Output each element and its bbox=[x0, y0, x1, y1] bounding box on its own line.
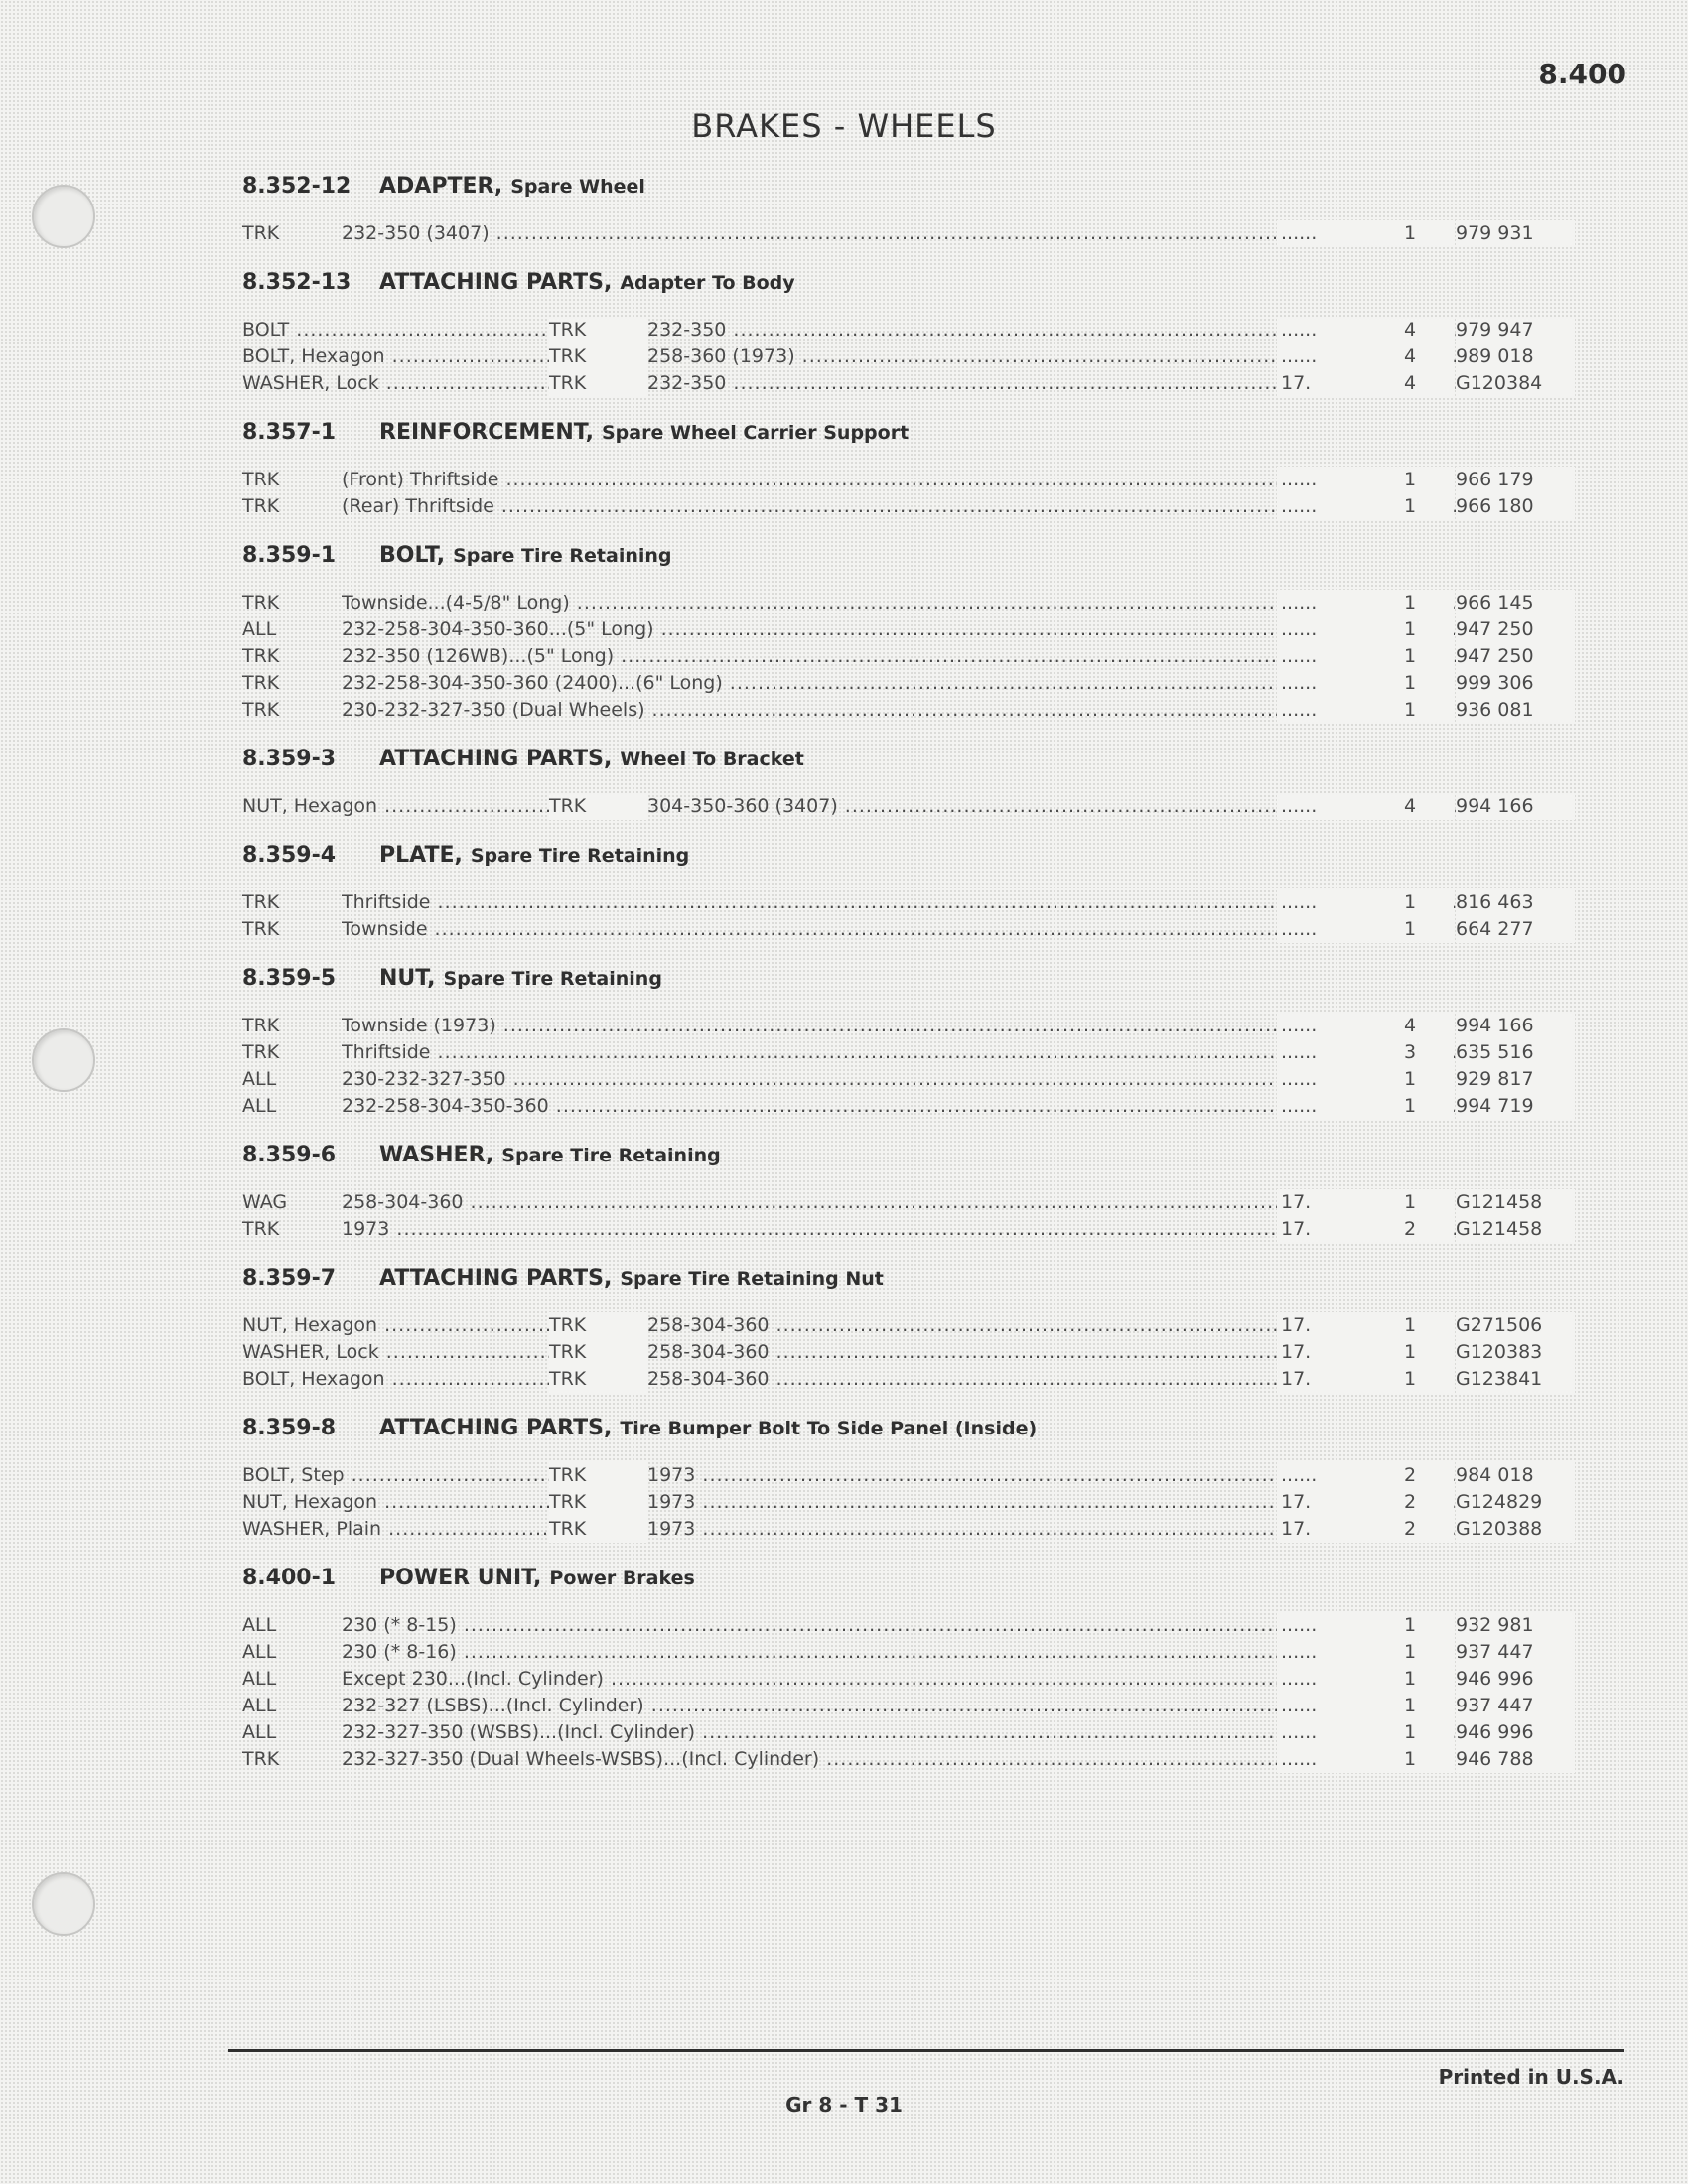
application: Except 230...(Incl. Cylinder) ..... bbox=[342, 1666, 1483, 1693]
section-part-name: ATTACHING PARTS, bbox=[379, 1416, 613, 1440]
section-part-name: REINFORCEMENT, bbox=[379, 420, 594, 445]
section-part-name: BOLT, bbox=[379, 543, 446, 568]
reference-column: ...... bbox=[1277, 1693, 1380, 1719]
vehicle-type: ALL bbox=[242, 1095, 277, 1117]
section-number: 8.359-3 bbox=[242, 747, 337, 771]
quantity: 1 bbox=[1364, 1312, 1454, 1339]
quantity: 4 bbox=[1364, 317, 1454, 343]
part-row bbox=[242, 1489, 1553, 1516]
section-number: 8.352-13 bbox=[242, 270, 352, 295]
vehicle-type: WAG bbox=[242, 1191, 288, 1213]
part-name: BOLT, Hexagon ..... bbox=[242, 343, 549, 370]
section-number: 8.359-7 bbox=[242, 1266, 337, 1291]
vehicle-type: ALL bbox=[242, 1721, 277, 1743]
section-part-name: NUT, bbox=[379, 966, 436, 991]
reference-column: ...... bbox=[1277, 1746, 1380, 1773]
part-row bbox=[242, 1216, 1553, 1243]
quantity: 2 bbox=[1364, 1489, 1454, 1516]
vehicle-type: TRK bbox=[242, 592, 280, 614]
part-row bbox=[242, 1066, 1553, 1093]
quantity: 1 bbox=[1364, 1719, 1454, 1746]
section-heading bbox=[242, 536, 1553, 576]
reference-column: ...... bbox=[1277, 493, 1380, 520]
part-row bbox=[242, 370, 1553, 397]
quantity: 1 bbox=[1364, 493, 1454, 520]
part-name: BOLT, Hexagon ..... bbox=[242, 1366, 549, 1393]
quantity: 1 bbox=[1364, 1693, 1454, 1719]
part-number: 946 788 bbox=[1456, 1746, 1575, 1773]
quantity: 2 bbox=[1364, 1216, 1454, 1243]
application: 232-350 (126WB)...(5" Long) ..... bbox=[342, 643, 1483, 670]
part-number: G121458 bbox=[1456, 1216, 1575, 1243]
quantity: 1 bbox=[1364, 1746, 1454, 1773]
section-heading bbox=[242, 167, 1553, 206]
part-name: NUT, Hexagon ..... bbox=[242, 1489, 549, 1516]
part-row bbox=[242, 1516, 1553, 1543]
quantity: 4 bbox=[1364, 1013, 1454, 1039]
reference-column: ...... bbox=[1277, 317, 1380, 343]
part-row bbox=[242, 1339, 1553, 1366]
application: 232-350 ..... bbox=[647, 370, 1483, 397]
part-number: 994 166 bbox=[1456, 1013, 1575, 1039]
reference-column: 17. bbox=[1277, 370, 1380, 397]
parts-section bbox=[242, 959, 1553, 1120]
part-row bbox=[242, 1312, 1553, 1339]
parts-section bbox=[242, 740, 1553, 820]
part-number: 989 018 bbox=[1456, 343, 1575, 370]
reference-column: 17. bbox=[1277, 1516, 1380, 1543]
quantity: 1 bbox=[1364, 467, 1454, 493]
application: 232-327-350 (Dual Wheels-WSBS)...(Incl. Cylinder) ..... bbox=[342, 1746, 1483, 1773]
application: 304-350-360 (3407) ..... bbox=[647, 793, 1483, 820]
vehicle-type: ALL bbox=[242, 1614, 277, 1636]
section-number: 8.359-6 bbox=[242, 1143, 337, 1167]
part-number: 664 277 bbox=[1456, 916, 1575, 943]
quantity: 2 bbox=[1364, 1516, 1454, 1543]
section-heading bbox=[242, 1559, 1553, 1598]
vehicle-type: TRK bbox=[549, 793, 648, 820]
part-number: 947 250 bbox=[1456, 616, 1575, 643]
vehicle-type: TRK bbox=[242, 469, 280, 490]
application: 230 (* 8-16) ..... bbox=[342, 1639, 1483, 1666]
reference-column: ...... bbox=[1277, 670, 1380, 697]
vehicle-type: TRK bbox=[242, 1015, 280, 1036]
part-number: 816 463 bbox=[1456, 889, 1575, 916]
quantity: 2 bbox=[1364, 1462, 1454, 1489]
part-row bbox=[242, 916, 1553, 943]
binder-hole-middle bbox=[32, 1028, 95, 1092]
vehicle-type: TRK bbox=[549, 1366, 648, 1393]
vehicle-type: ALL bbox=[242, 1668, 277, 1690]
quantity: 3 bbox=[1364, 1039, 1454, 1066]
reference-column: ...... bbox=[1277, 1612, 1380, 1639]
application: 1973 ..... bbox=[647, 1462, 1483, 1489]
vehicle-type: ALL bbox=[242, 618, 277, 640]
part-row bbox=[242, 1666, 1553, 1693]
reference-column: ...... bbox=[1277, 1666, 1380, 1693]
parts-list bbox=[242, 167, 1553, 1789]
section-heading bbox=[242, 1409, 1553, 1448]
page-title: BRAKES - WHEELS bbox=[691, 107, 997, 145]
section-number: 8.359-5 bbox=[242, 966, 337, 991]
part-row bbox=[242, 467, 1553, 493]
part-number: 979 947 bbox=[1456, 317, 1575, 343]
quantity: 4 bbox=[1364, 343, 1454, 370]
part-row bbox=[242, 1189, 1553, 1216]
part-number: 932 981 bbox=[1456, 1612, 1575, 1639]
application: 232-350 (3407) ..... bbox=[342, 220, 1483, 247]
section-number: 8.357-1 bbox=[242, 420, 337, 445]
parts-section bbox=[242, 1559, 1553, 1773]
section-number: 8.352-12 bbox=[242, 174, 352, 199]
reference-column: ...... bbox=[1277, 1462, 1380, 1489]
page-number: 8.400 bbox=[1538, 58, 1626, 90]
binder-hole-top bbox=[32, 185, 95, 248]
vehicle-type: TRK bbox=[242, 1041, 280, 1063]
section-number: 8.359-1 bbox=[242, 543, 337, 568]
reference-column: 17. bbox=[1277, 1489, 1380, 1516]
section-description: Spare Tire Retaining bbox=[501, 1145, 721, 1166]
section-number: 8.400-1 bbox=[242, 1566, 337, 1590]
part-number: G121458 bbox=[1456, 1189, 1575, 1216]
part-number: 994 166 bbox=[1456, 793, 1575, 820]
part-number: 979 931 bbox=[1456, 220, 1575, 247]
application: 230-232-327-350 ..... bbox=[342, 1066, 1483, 1093]
vehicle-type: TRK bbox=[549, 1339, 648, 1366]
quantity: 1 bbox=[1364, 220, 1454, 247]
application: 1973 ..... bbox=[647, 1489, 1483, 1516]
section-heading bbox=[242, 413, 1553, 453]
part-name: NUT, Hexagon ..... bbox=[242, 793, 549, 820]
application: 232-327 (LSBS)...(Incl. Cylinder) ..... bbox=[342, 1693, 1483, 1719]
reference-column: 17. bbox=[1277, 1339, 1380, 1366]
quantity: 1 bbox=[1364, 1612, 1454, 1639]
parts-section bbox=[242, 1409, 1553, 1543]
quantity: 1 bbox=[1364, 1066, 1454, 1093]
section-part-name: POWER UNIT, bbox=[379, 1566, 542, 1590]
application: 258-360 (1973) ..... bbox=[647, 343, 1483, 370]
part-number: 937 447 bbox=[1456, 1693, 1575, 1719]
vehicle-type: TRK bbox=[549, 1462, 648, 1489]
section-part-name: PLATE, bbox=[379, 843, 463, 868]
reference-column: ...... bbox=[1277, 616, 1380, 643]
application: Thriftside ..... bbox=[342, 889, 1483, 916]
quantity: 1 bbox=[1364, 1093, 1454, 1120]
part-number: 966 179 bbox=[1456, 467, 1575, 493]
application: 232-258-304-350-360...(5" Long) ..... bbox=[342, 616, 1483, 643]
part-row bbox=[242, 343, 1553, 370]
reference-column: ...... bbox=[1277, 697, 1380, 724]
reference-column: 17. bbox=[1277, 1312, 1380, 1339]
reference-column: ...... bbox=[1277, 220, 1380, 247]
quantity: 1 bbox=[1364, 697, 1454, 724]
section-part-name: ATTACHING PARTS, bbox=[379, 747, 613, 771]
section-description: Spare Tire Retaining bbox=[453, 545, 672, 567]
part-name: WASHER, Lock ..... bbox=[242, 370, 549, 397]
vehicle-type: ALL bbox=[242, 1068, 277, 1090]
part-name: NUT, Hexagon ..... bbox=[242, 1312, 549, 1339]
section-heading bbox=[242, 959, 1553, 999]
vehicle-type: TRK bbox=[242, 1748, 280, 1770]
part-number: G123841 bbox=[1456, 1366, 1575, 1393]
binder-hole-bottom bbox=[32, 1872, 95, 1936]
section-description: Spare Wheel bbox=[510, 176, 645, 198]
vehicle-type: TRK bbox=[549, 317, 648, 343]
application: 232-258-304-350-360 ..... bbox=[342, 1093, 1483, 1120]
vehicle-type: TRK bbox=[549, 343, 648, 370]
printed-notice: Printed in U.S.A. bbox=[1438, 2065, 1624, 2089]
reference-column: ...... bbox=[1277, 1013, 1380, 1039]
part-row bbox=[242, 697, 1553, 724]
part-name: BOLT ..... bbox=[242, 317, 549, 343]
footer-reference: Gr 8 - T 31 bbox=[785, 2093, 903, 2116]
quantity: 1 bbox=[1364, 1339, 1454, 1366]
reference-column: ...... bbox=[1277, 1093, 1380, 1120]
vehicle-type: TRK bbox=[549, 370, 648, 397]
part-number: G271506 bbox=[1456, 1312, 1575, 1339]
reference-column: ...... bbox=[1277, 1066, 1380, 1093]
section-description: Power Brakes bbox=[549, 1568, 695, 1589]
quantity: 1 bbox=[1364, 670, 1454, 697]
vehicle-type: TRK bbox=[242, 891, 280, 913]
application: 230 (* 8-15) ..... bbox=[342, 1612, 1483, 1639]
part-number: 994 719 bbox=[1456, 1093, 1575, 1120]
part-row bbox=[242, 1639, 1553, 1666]
part-number: 999 306 bbox=[1456, 670, 1575, 697]
vehicle-type: TRK bbox=[242, 699, 280, 721]
vehicle-type: TRK bbox=[242, 672, 280, 694]
vehicle-type: TRK bbox=[242, 1218, 280, 1240]
section-description: Adapter To Body bbox=[620, 272, 795, 294]
application: 258-304-360 ..... bbox=[647, 1339, 1483, 1366]
application: (Rear) Thriftside ..... bbox=[342, 493, 1483, 520]
application: (Front) Thriftside ..... bbox=[342, 467, 1483, 493]
section-part-name: ATTACHING PARTS, bbox=[379, 270, 613, 295]
quantity: 1 bbox=[1364, 889, 1454, 916]
part-number: 929 817 bbox=[1456, 1066, 1575, 1093]
part-name: BOLT, Step ..... bbox=[242, 1462, 549, 1489]
application: Thriftside ..... bbox=[342, 1039, 1483, 1066]
part-name: WASHER, Plain ..... bbox=[242, 1516, 549, 1543]
part-number: 984 018 bbox=[1456, 1462, 1575, 1489]
quantity: 4 bbox=[1364, 370, 1454, 397]
part-row bbox=[242, 616, 1553, 643]
part-row bbox=[242, 793, 1553, 820]
application: 1973 ..... bbox=[342, 1216, 1483, 1243]
part-number: 936 081 bbox=[1456, 697, 1575, 724]
part-number: G120388 bbox=[1456, 1516, 1575, 1543]
part-row bbox=[242, 889, 1553, 916]
quantity: 1 bbox=[1364, 916, 1454, 943]
reference-column: 17. bbox=[1277, 1189, 1380, 1216]
part-name: WASHER, Lock ..... bbox=[242, 1339, 549, 1366]
part-row bbox=[242, 1039, 1553, 1066]
vehicle-type: TRK bbox=[242, 222, 280, 244]
quantity: 1 bbox=[1364, 616, 1454, 643]
application: 1973 ..... bbox=[647, 1516, 1483, 1543]
parts-section bbox=[242, 836, 1553, 943]
reference-column: ...... bbox=[1277, 1719, 1380, 1746]
reference-column: ...... bbox=[1277, 1639, 1380, 1666]
section-heading bbox=[242, 1259, 1553, 1298]
vehicle-type: ALL bbox=[242, 1695, 277, 1716]
vehicle-type: TRK bbox=[242, 645, 280, 667]
application: Townside...(4-5/8" Long) ..... bbox=[342, 590, 1483, 616]
vehicle-type: ALL bbox=[242, 1641, 277, 1663]
part-row bbox=[242, 1719, 1553, 1746]
reference-column: ...... bbox=[1277, 343, 1380, 370]
vehicle-type: TRK bbox=[549, 1312, 648, 1339]
application: 232-327-350 (WSBS)...(Incl. Cylinder) ..... bbox=[342, 1719, 1483, 1746]
section-heading bbox=[242, 263, 1553, 303]
parts-section bbox=[242, 263, 1553, 397]
section-description: Spare Wheel Carrier Support bbox=[601, 422, 910, 444]
quantity: 4 bbox=[1364, 793, 1454, 820]
section-description: Wheel To Bracket bbox=[620, 749, 804, 770]
quantity: 1 bbox=[1364, 1639, 1454, 1666]
part-row bbox=[242, 1366, 1553, 1393]
section-description: Spare Tire Retaining bbox=[470, 845, 690, 867]
vehicle-type: TRK bbox=[242, 918, 280, 940]
part-row bbox=[242, 220, 1553, 247]
reference-column: ...... bbox=[1277, 916, 1380, 943]
parts-section bbox=[242, 413, 1553, 520]
part-number: G120384 bbox=[1456, 370, 1575, 397]
section-description: Tire Bumper Bolt To Side Panel (Inside) bbox=[620, 1418, 1038, 1439]
application: Townside (1973) ..... bbox=[342, 1013, 1483, 1039]
reference-column: ...... bbox=[1277, 643, 1380, 670]
part-row bbox=[242, 1093, 1553, 1120]
application: 258-304-360 ..... bbox=[647, 1312, 1483, 1339]
vehicle-type: TRK bbox=[549, 1489, 648, 1516]
footer-rule bbox=[228, 2049, 1624, 2052]
application: 258-304-360 ..... bbox=[647, 1366, 1483, 1393]
section-part-name: ATTACHING PARTS, bbox=[379, 1266, 613, 1291]
application: 232-350 ..... bbox=[647, 317, 1483, 343]
parts-section bbox=[242, 536, 1553, 724]
part-row bbox=[242, 1612, 1553, 1639]
part-row bbox=[242, 643, 1553, 670]
section-part-name: ADAPTER, bbox=[379, 174, 503, 199]
part-row bbox=[242, 1693, 1553, 1719]
part-number: G124829 bbox=[1456, 1489, 1575, 1516]
quantity: 1 bbox=[1364, 590, 1454, 616]
reference-column: ...... bbox=[1277, 467, 1380, 493]
part-number: 966 180 bbox=[1456, 493, 1575, 520]
parts-section bbox=[242, 1259, 1553, 1393]
parts-section bbox=[242, 167, 1553, 247]
application: 232-258-304-350-360 (2400)...(6" Long) ..... bbox=[342, 670, 1483, 697]
section-heading bbox=[242, 836, 1553, 876]
part-row bbox=[242, 1746, 1553, 1773]
section-description: Spare Tire Retaining Nut bbox=[620, 1268, 884, 1290]
quantity: 1 bbox=[1364, 1189, 1454, 1216]
part-row bbox=[242, 317, 1553, 343]
part-number: 966 145 bbox=[1456, 590, 1575, 616]
parts-section bbox=[242, 1136, 1553, 1243]
part-number: 635 516 bbox=[1456, 1039, 1575, 1066]
vehicle-type: TRK bbox=[242, 495, 280, 517]
part-number: 946 996 bbox=[1456, 1666, 1575, 1693]
part-number: 937 447 bbox=[1456, 1639, 1575, 1666]
application: 230-232-327-350 (Dual Wheels) ..... bbox=[342, 697, 1483, 724]
reference-column: ...... bbox=[1277, 793, 1380, 820]
section-description: Spare Tire Retaining bbox=[443, 968, 662, 990]
application: Townside ..... bbox=[342, 916, 1483, 943]
vehicle-type: TRK bbox=[549, 1516, 648, 1543]
section-heading bbox=[242, 1136, 1553, 1175]
reference-column: ...... bbox=[1277, 889, 1380, 916]
part-number: 946 996 bbox=[1456, 1719, 1575, 1746]
reference-column: 17. bbox=[1277, 1216, 1380, 1243]
part-row bbox=[242, 493, 1553, 520]
section-number: 8.359-8 bbox=[242, 1416, 337, 1440]
part-number: 947 250 bbox=[1456, 643, 1575, 670]
section-number: 8.359-4 bbox=[242, 843, 337, 868]
section-heading bbox=[242, 740, 1553, 779]
part-row bbox=[242, 1013, 1553, 1039]
reference-column: ...... bbox=[1277, 590, 1380, 616]
reference-column: 17. bbox=[1277, 1366, 1380, 1393]
quantity: 1 bbox=[1364, 643, 1454, 670]
quantity: 1 bbox=[1364, 1366, 1454, 1393]
application: 258-304-360 ..... bbox=[342, 1189, 1483, 1216]
part-row bbox=[242, 590, 1553, 616]
section-part-name: WASHER, bbox=[379, 1143, 494, 1167]
part-row bbox=[242, 670, 1553, 697]
part-row bbox=[242, 1462, 1553, 1489]
part-number: G120383 bbox=[1456, 1339, 1575, 1366]
reference-column: ...... bbox=[1277, 1039, 1380, 1066]
quantity: 1 bbox=[1364, 1666, 1454, 1693]
